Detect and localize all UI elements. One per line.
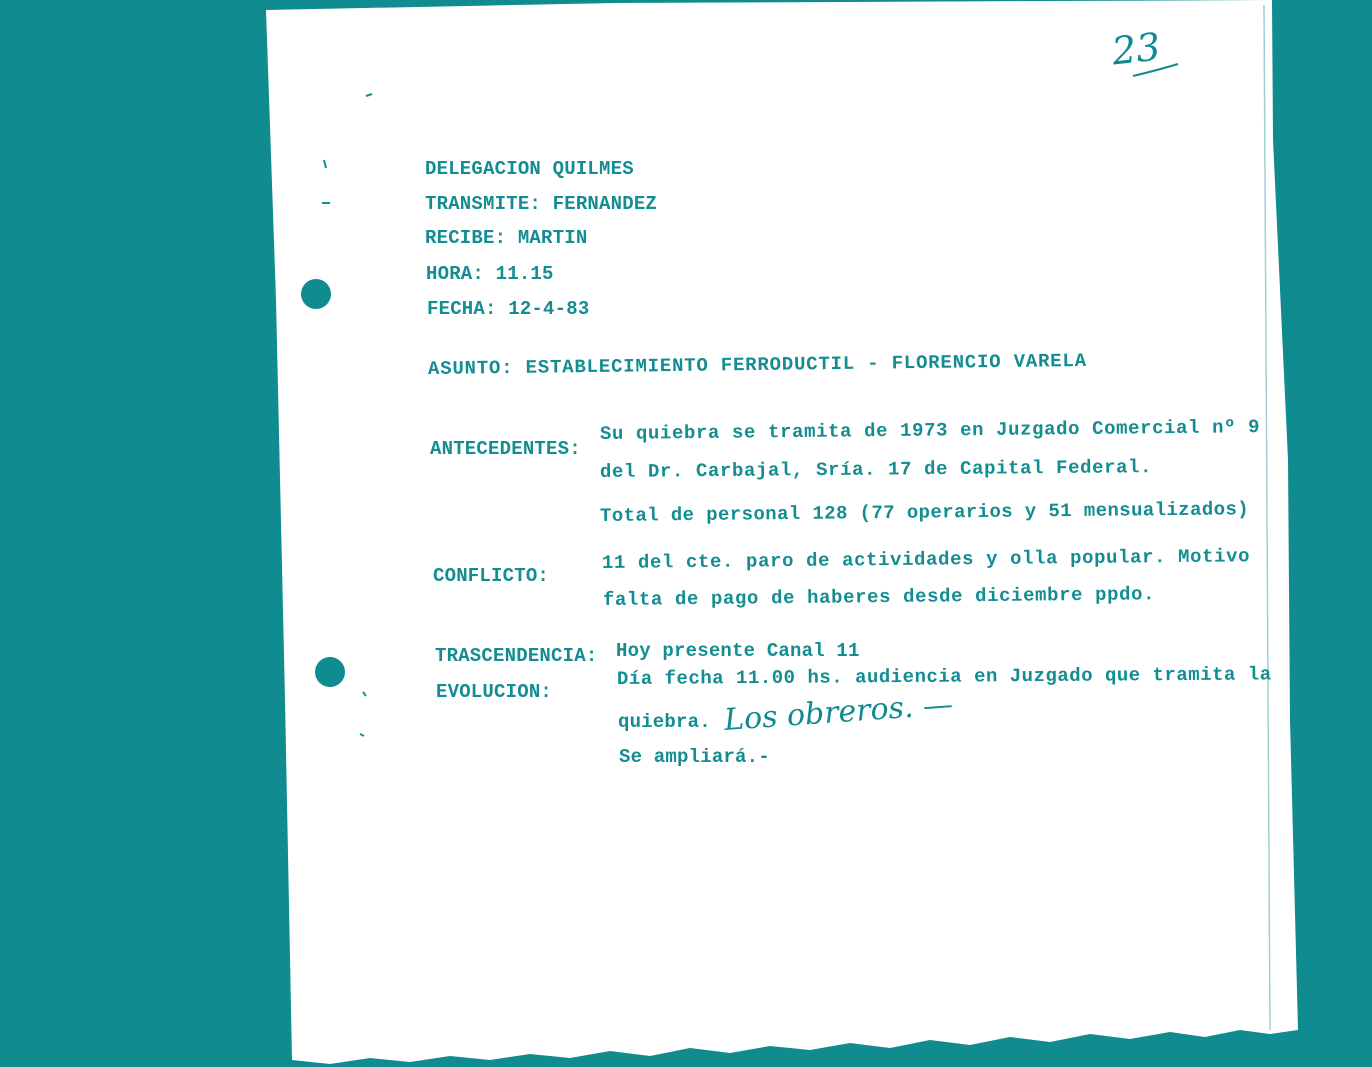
conflict-line-2: falta de pago de haberes desde diciembre ppdo. <box>602 583 1156 611</box>
handwritten-note: Los obreros. — <box>723 687 955 738</box>
sender-line: TRANSMITE: FERNANDEZ <box>425 193 658 215</box>
date-line: FECHA: 12-4-83 <box>427 298 590 320</box>
evolution-label: EVOLUCION: <box>436 681 553 703</box>
punch-hole-bottom <box>315 657 345 687</box>
evolution-line-2: quiebra. <box>618 711 711 733</box>
punch-hole-top <box>301 279 331 309</box>
delegation-line: DELEGACION QUILMES <box>425 158 634 180</box>
subject-line: ASUNTO: ESTABLECIMIENTO FERRODUCTIL - FLORENCIO VARELA <box>427 349 1087 380</box>
evolution-line-3: Se ampliará.- <box>619 746 770 768</box>
receiver-line: RECIBE: MARTIN <box>425 227 588 249</box>
time-line: HORA: 11.15 <box>426 263 554 285</box>
background-label: ANTECEDENTES: <box>430 438 581 460</box>
transcendence-text: Hoy presente Canal 11 <box>616 640 860 662</box>
conflict-label: CONFLICTO: <box>433 565 550 587</box>
background-line-1: Su quiebra se tramita de 1973 en Juzgado Comercial nº 9 <box>599 416 1261 445</box>
evolution-line-1: Día fecha 11.00 hs. audiencia en Juzgado que tramita la <box>616 663 1272 690</box>
background-line-2: del Dr. Carbajal, Sría. 17 de Capital Federal. <box>599 456 1153 483</box>
page-number: 23 <box>1109 24 1163 74</box>
background-line-3: Total de personal 128 (77 operarios y 51 mensualizados) <box>599 498 1250 527</box>
transcendence-label: TRASCENDENCIA: <box>435 645 598 667</box>
conflict-line-1: 11 del cte. paro de actividades y olla popular. Motivo <box>601 545 1251 574</box>
page-number-underline <box>1130 62 1190 82</box>
